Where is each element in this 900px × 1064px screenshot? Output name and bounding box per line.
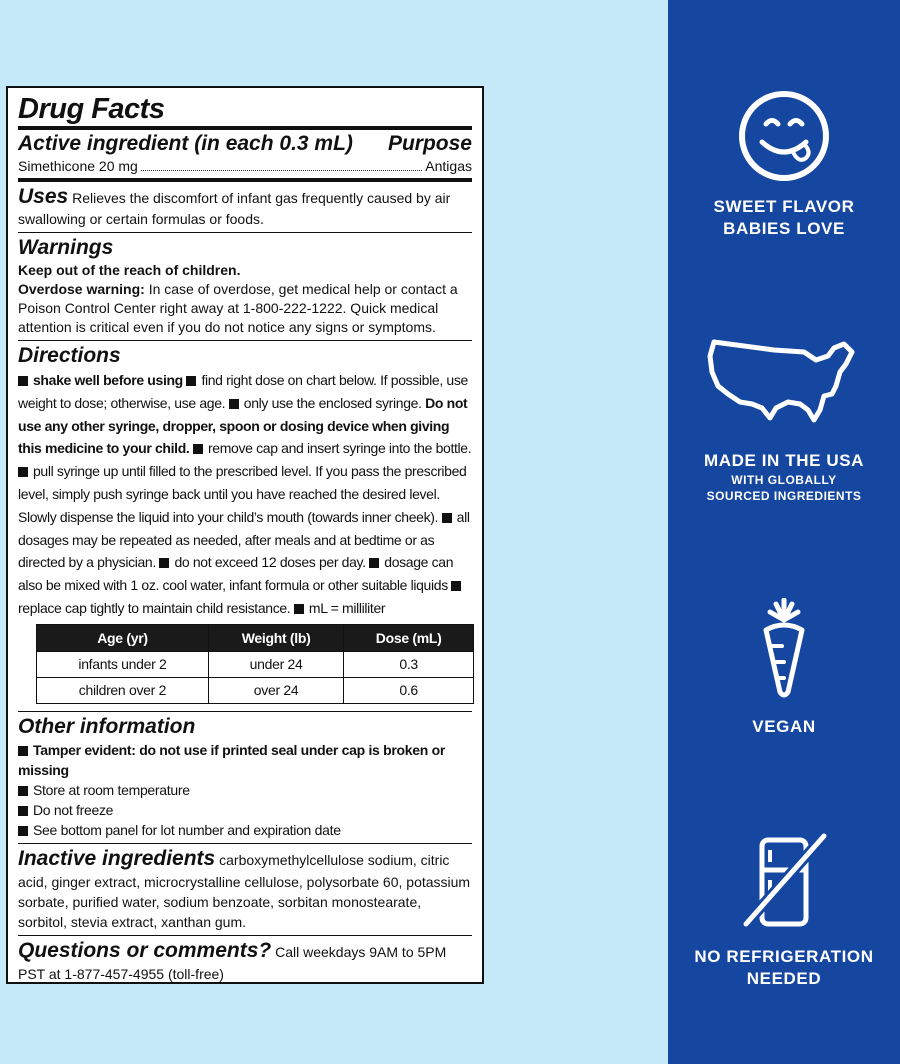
no-refrigerator-icon xyxy=(734,830,834,930)
table-cell: over 24 xyxy=(208,677,343,703)
active-ingredient-name: Simethicone 20 mg xyxy=(18,158,138,174)
feature-caption: SWEET FLAVOR xyxy=(713,197,855,216)
table-cell: infants under 2 xyxy=(37,651,209,677)
other-information-heading: Other information xyxy=(18,714,196,738)
bullet-square-icon xyxy=(18,806,28,816)
feature-sidebar xyxy=(668,0,900,1064)
warnings-heading: Warnings xyxy=(18,236,114,259)
bullet-square-icon xyxy=(369,558,379,568)
usa-map-icon xyxy=(704,330,864,430)
table-row xyxy=(37,651,474,677)
purpose-heading: Purpose xyxy=(387,132,472,155)
inactive-ingredients-heading: Inactive ingredients xyxy=(18,846,216,870)
feature-made-in-usa xyxy=(668,330,900,504)
bullet-square-icon xyxy=(18,746,28,756)
feature-caption: VEGAN xyxy=(752,717,816,736)
feature-vegan xyxy=(668,598,900,738)
bullet-square-icon xyxy=(294,604,304,614)
bullet-square-icon xyxy=(186,376,196,386)
feature-no-refrigeration xyxy=(668,830,900,990)
drug-facts-title: Drug Facts xyxy=(18,93,165,125)
bullet-square-icon xyxy=(193,444,203,454)
feature-subcaption: WITH GLOBALLY xyxy=(731,473,837,487)
active-ingredient-purpose: Antigas xyxy=(425,158,472,174)
questions-heading: Questions or comments? xyxy=(18,938,272,962)
list-item: Store at room temperature xyxy=(18,780,472,800)
list-item: See bottom panel for lot number and expiration date xyxy=(18,820,472,840)
bullet-square-icon xyxy=(18,826,28,836)
feature-caption: BABIES LOVE xyxy=(723,219,845,238)
questions-section xyxy=(18,936,472,984)
table-cell: children over 2 xyxy=(37,677,209,703)
feature-subcaption: SOURCED INGREDIENTS xyxy=(706,489,862,503)
bullet-square-icon xyxy=(159,558,169,568)
overdose-text: In case of overdose, get medical help or contact a Poison Control Center right away at 1-800-222-1222. Quick medical attention is critical even if you do not notice any signs or symptoms. xyxy=(18,281,458,335)
bullet-square-icon xyxy=(18,786,28,796)
overdose-label: Overdose warning: xyxy=(18,281,145,297)
table-cell: 0.6 xyxy=(344,677,474,703)
drug-facts-panel xyxy=(6,86,484,984)
feature-sweet-flavor xyxy=(668,86,900,240)
table-cell: under 24 xyxy=(208,651,343,677)
inactive-ingredients-text: carboxymethylcellulose sodium, citric acid, ginger extract, microcrystalline cellulose, polysorbate 60, potassium sorbate, purified water, sodium benzoate, sorbitan monostearate, sorbitol, stevia extract, xanthan gum. xyxy=(18,851,471,930)
dose-table xyxy=(36,624,474,704)
bullet-square-icon xyxy=(18,467,28,477)
uses-heading: Uses xyxy=(18,185,69,208)
dose-table-header: Dose (mL) xyxy=(344,624,474,651)
directions-heading: Directions xyxy=(18,344,121,367)
feature-caption: NEEDED xyxy=(746,969,822,988)
directions-section xyxy=(18,341,472,711)
dose-table-header: Weight (lb) xyxy=(208,624,343,651)
list-item: Do not freeze xyxy=(18,800,472,820)
smiley-face-icon xyxy=(734,86,834,186)
bullet-square-icon xyxy=(442,513,452,523)
carrot-icon xyxy=(754,598,814,698)
uses-text: Relieves the discomfort of infant gas frequently caused by air swallowing or certain formulas or foods. xyxy=(18,190,451,227)
feature-caption: NO REFRIGERATION xyxy=(694,947,874,966)
bullet-square-icon xyxy=(18,376,28,386)
list-item: Tamper evident: do not use if printed seal under cap is broken or missing xyxy=(18,741,445,778)
feature-caption: MADE IN THE USA xyxy=(703,451,865,470)
directions-text: shake well before using find right dose on chart below. If possible, use weight to dose; otherwise, use age. only use the enclosed syringe. Do not use any other syringe, dropper, spoon or dosing device when giving this medicine to your child. remove cap and insert syringe into the bottle. pull syringe up until filled to the prescribed level. If you pass the prescribed level, simply push syringe back until you have reached the desired level. Slowly dispense the liquid into your child’s mouth (towards inner cheek). all dosages may be repeated as needed, after meals and at bedtime or as directed by a physician. do not exceed 12 doses per day. dosage can also be mixed with 1 oz. cool water, infant formula or other suitable liquids replace cap tightly to maintain child resistance. mL = milliliter xyxy=(18,372,472,616)
questions-text: Call weekdays 9AM to 5PM PST at 1-877-457-4955 (toll-free) xyxy=(18,943,447,982)
table-row xyxy=(37,677,474,703)
uses-section xyxy=(18,182,472,232)
keep-out-warning: Keep out of the reach of children. xyxy=(18,262,241,278)
inactive-ingredients-section xyxy=(18,844,472,935)
warnings-section xyxy=(18,233,472,340)
active-ingredient-heading: Active ingredient (in each 0.3 mL) xyxy=(18,132,353,155)
table-cell: 0.3 xyxy=(344,651,474,677)
other-information-section xyxy=(18,712,472,843)
bullet-square-icon xyxy=(451,581,461,591)
bullet-square-icon xyxy=(229,399,239,409)
dose-table-header: Age (yr) xyxy=(37,624,209,651)
